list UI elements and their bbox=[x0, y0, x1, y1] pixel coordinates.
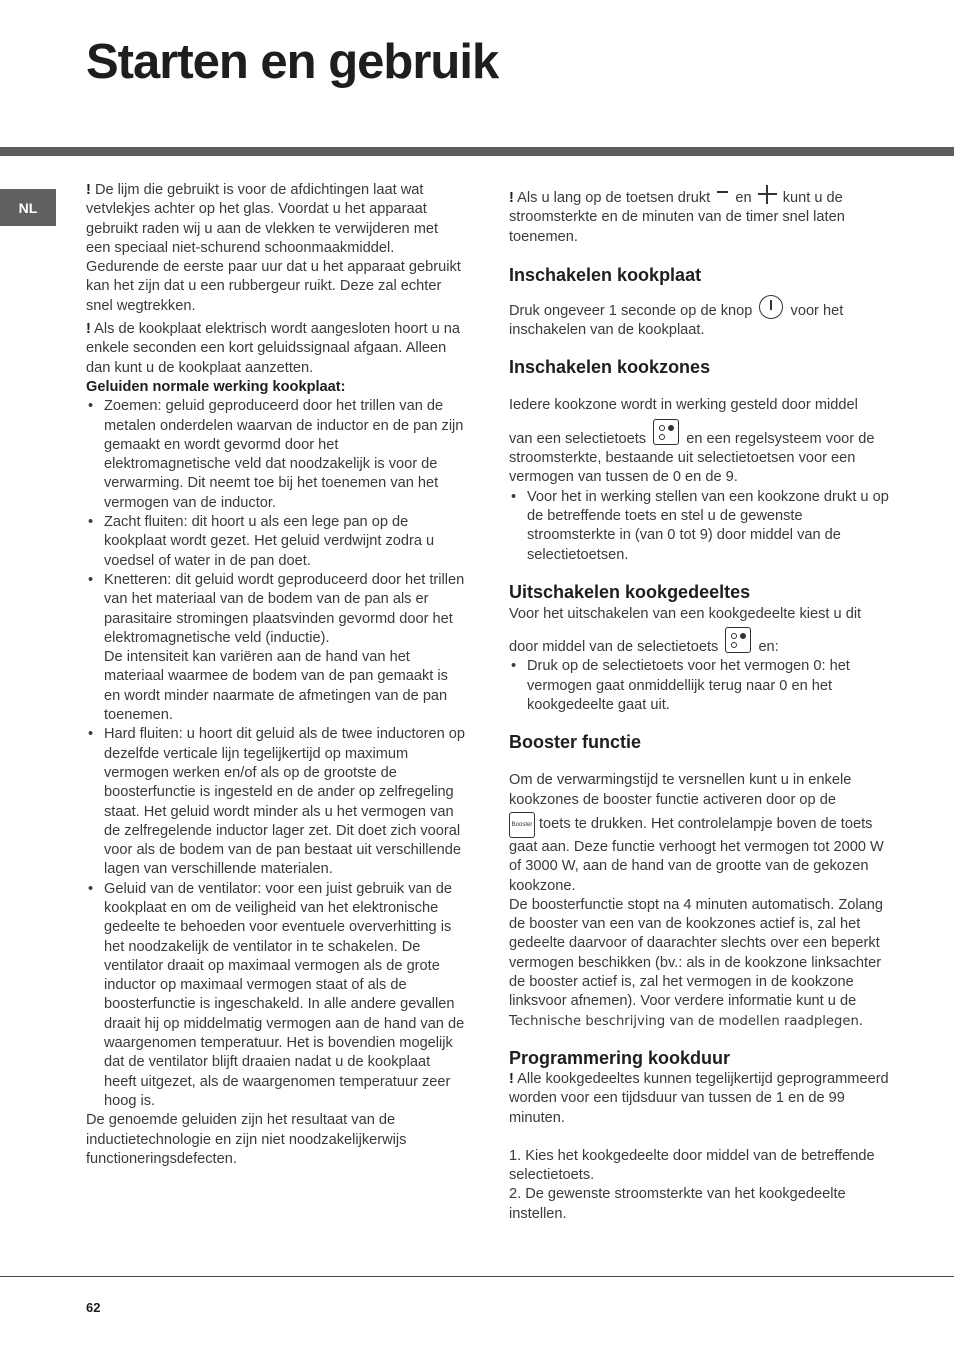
section-text: Voor het uitschakelen van een kookgedeelte kiest u dit bbox=[509, 605, 862, 622]
section-text: Druk ongeveer 1 seconde op de knop voor het inschakelen van de kookplaat. bbox=[509, 295, 891, 341]
section-heading-inschakelen-kookplaat: Inschakelen kookplaat bbox=[509, 264, 702, 285]
section-heading-programmering-kookduur: Programmering kookduur bbox=[509, 1047, 731, 1068]
warning-icon: ! bbox=[86, 182, 91, 198]
power-icon bbox=[759, 295, 783, 319]
minus-icon bbox=[717, 191, 728, 193]
manual-reference: Technische beschrijving van de modellen raadplegen. bbox=[509, 1013, 864, 1029]
long-press-notice: ! Als u lang op de toetsen drukt en kunt u de stroomsterkte en de minuten van de timer snel laten toenemen. bbox=[509, 185, 891, 247]
list-item: • Geluid van de ventilator: voor een juist gebruik van de kookplaat en om de veiligheid van het elektronische gedeelte te behoeden voor eventuele oververhitting is het noodzakelijk de ventilator in te schakelen. De ventilator draait op maximaal vermogen als de grote inductor op maximaal vermogen staat of als de boosterfunctie is ingeschakeld. In alle andere gevallen draait hij op middelmatig vermogen aan de hand van de waargenomen temperatuur. Het is bovendien mogelijk dat de ventilator blijft draaien nadat u de kookplaat heeft uitgezet, als de waargenomen temperatuur zeer hoog is. bbox=[86, 880, 466, 1112]
left-column bbox=[86, 181, 466, 1169]
zone-selector-icon bbox=[653, 419, 679, 445]
language-tab: NL bbox=[0, 189, 56, 226]
zones-list bbox=[509, 488, 891, 565]
section-heading-booster-functie: Booster functie bbox=[509, 732, 642, 753]
off-list bbox=[509, 657, 891, 715]
section-text: door middel van de selectietoets en: bbox=[509, 627, 891, 657]
list-item: • Zacht fluiten: dit hoort u als een lege pan op de kookplaat wordt gezet. Het geluid verdwijnt zodra u voedsel of water in de pan doet. bbox=[86, 513, 466, 571]
section-text: Booster toets te drukken. Het controlelampje boven de toets gaat aan. Deze functie verhoogt het vermogen tot 2000 W of 3000 W, aan de hand van de grootte van de gekozen kookzone. bbox=[509, 812, 891, 896]
header-rule bbox=[0, 147, 954, 156]
footer-rule bbox=[0, 1276, 954, 1277]
page-number: 62 bbox=[86, 1300, 101, 1315]
page-title: Starten en gebruik bbox=[86, 35, 499, 89]
section-text: Iedere kookzone wordt in werking gesteld door middel bbox=[509, 397, 858, 414]
section-text: ! Alle kookgedeeltes kunnen tegelijkertijd geprogrammeerd worden voor een tijdsduur van tussen de 1 en de 99 minuten. bbox=[509, 1070, 889, 1126]
list-item: • Knetteren: dit geluid wordt geproduceerd door het trillen van het materiaal van de bodem van de pan als er parasitaire stromingen plaatsvinden gevormd door het elektromagnetische veld (inductie). De intensiteit kan variëren aan de hand van het materiaal waarmee de bodem van de pan gemaakt is en wordt minder naarmate de afmetingen van de pan toenemen. bbox=[86, 571, 466, 725]
section-text: van een selectietoets en een regelsysteem voor de stroomsterkte, bestaande uit selectietoetsen voor een vermogen van tussen de 0 en de 9. bbox=[509, 419, 891, 488]
closing-paragraph: De genoemde geluiden zijn het resultaat van de inductietechnologie en zijn niet noodzakelijkerwijs functioneringsdefecten. bbox=[86, 1112, 407, 1167]
warning-icon: ! bbox=[509, 1070, 514, 1087]
section-text: De boosterfunctie stopt na 4 minuten automatisch. Zolang de booster van een van de kookzones actief is, zal het gedeelte daarvoor of daarachter slechts over een beperkt vermogen beschikken (bv.: als in de kookzone linksachter de booster actief is, zal het vermogen in de kookzone linksvoor afnemen). Voor verdere informatie kunt u de Technische beschrijving van de modellen raadplegen. bbox=[509, 896, 883, 1029]
section-text: Om de verwarmingstijd te versnellen kunt u in enkele kookzones de booster functie activeren door op de bbox=[509, 772, 852, 808]
list-item: • Hard fluiten: u hoort dit geluid als de twee inductoren op dezelfde verticale lijn tegelijkertijd op maximum vermogen werken en/of als op de grootste de boosterfunctie is ingesteld en de ander op zelfregeling staat. Het geluid wordt minder als u het vermogen van de zelfregelende inductor lager zet. Dit doet zich vooral voor als de bodem van de pan bestaat uit verschillende lagen van verschillende materialen. bbox=[86, 725, 466, 879]
section-heading-inschakelen-kookzones: Inschakelen kookzones bbox=[509, 357, 711, 378]
warning-icon: ! bbox=[86, 321, 91, 338]
noises-heading: Geluiden normale werking kookplaat: bbox=[86, 378, 346, 395]
noises-list bbox=[86, 397, 466, 1111]
glue-notice: ! De lijm die gebruikt is voor de afdichtingen laat wat vetvlekjes achter op het glas. Voordat u het apparaat gebruikt raden wij u aan de vlekken te verwijderen met een speciaal niet-schurend schoonmaakmiddel. Gedurende de eerste paar uur dat u het apparaat gebruikt kan het zijn dat u een rubbergeur ruikt. Deze zal echter snel wegtrekken. bbox=[86, 182, 461, 314]
plus-icon bbox=[758, 185, 777, 204]
warning-icon: ! bbox=[509, 190, 514, 206]
zone-selector-icon bbox=[725, 627, 751, 653]
section-heading-uitschakelen-kookgedeeltes: Uitschakelen kookgedeeltes bbox=[509, 581, 751, 602]
list-item: • Voor het in werking stellen van een kookzone drukt u op de betreffende toets en stel u de gewenste stroomsterkte in (van 0 tot 9) door middel van de selectietoetsen. bbox=[509, 488, 891, 565]
connection-notice: ! Als de kookplaat elektrisch wordt aangesloten hoort u na enkele seconden een kort geluidssignaal afgaan. Alleen dan kunt u de kookplaat aanzetten. bbox=[86, 321, 461, 376]
step-1: 1. Kies het kookgedeelte door middel van de betreffende selectietoets. bbox=[509, 1147, 875, 1184]
booster-key-icon: Booster bbox=[509, 812, 535, 838]
list-item: • Zoemen: geluid geproduceerd door het trillen van de metalen onderdelen waarvan de inductor en de pan zijn gemaakt en wordt gevormd door het elektromagnetische veld dat noodzakelijk is voor de verwarming. Dit neemt toe bij het toenemen van het vermogen van de inductor. bbox=[86, 397, 466, 513]
list-item: • Druk op de selectietoets voor het vermogen 0: het vermogen gaat onmiddellijk terug naar 0 en het kookgedeelte gaat uit. bbox=[509, 657, 891, 715]
right-column bbox=[509, 185, 891, 1224]
step-2: 2. De gewenste stroomsterkte van het kookgedeelte instellen. bbox=[509, 1186, 846, 1222]
